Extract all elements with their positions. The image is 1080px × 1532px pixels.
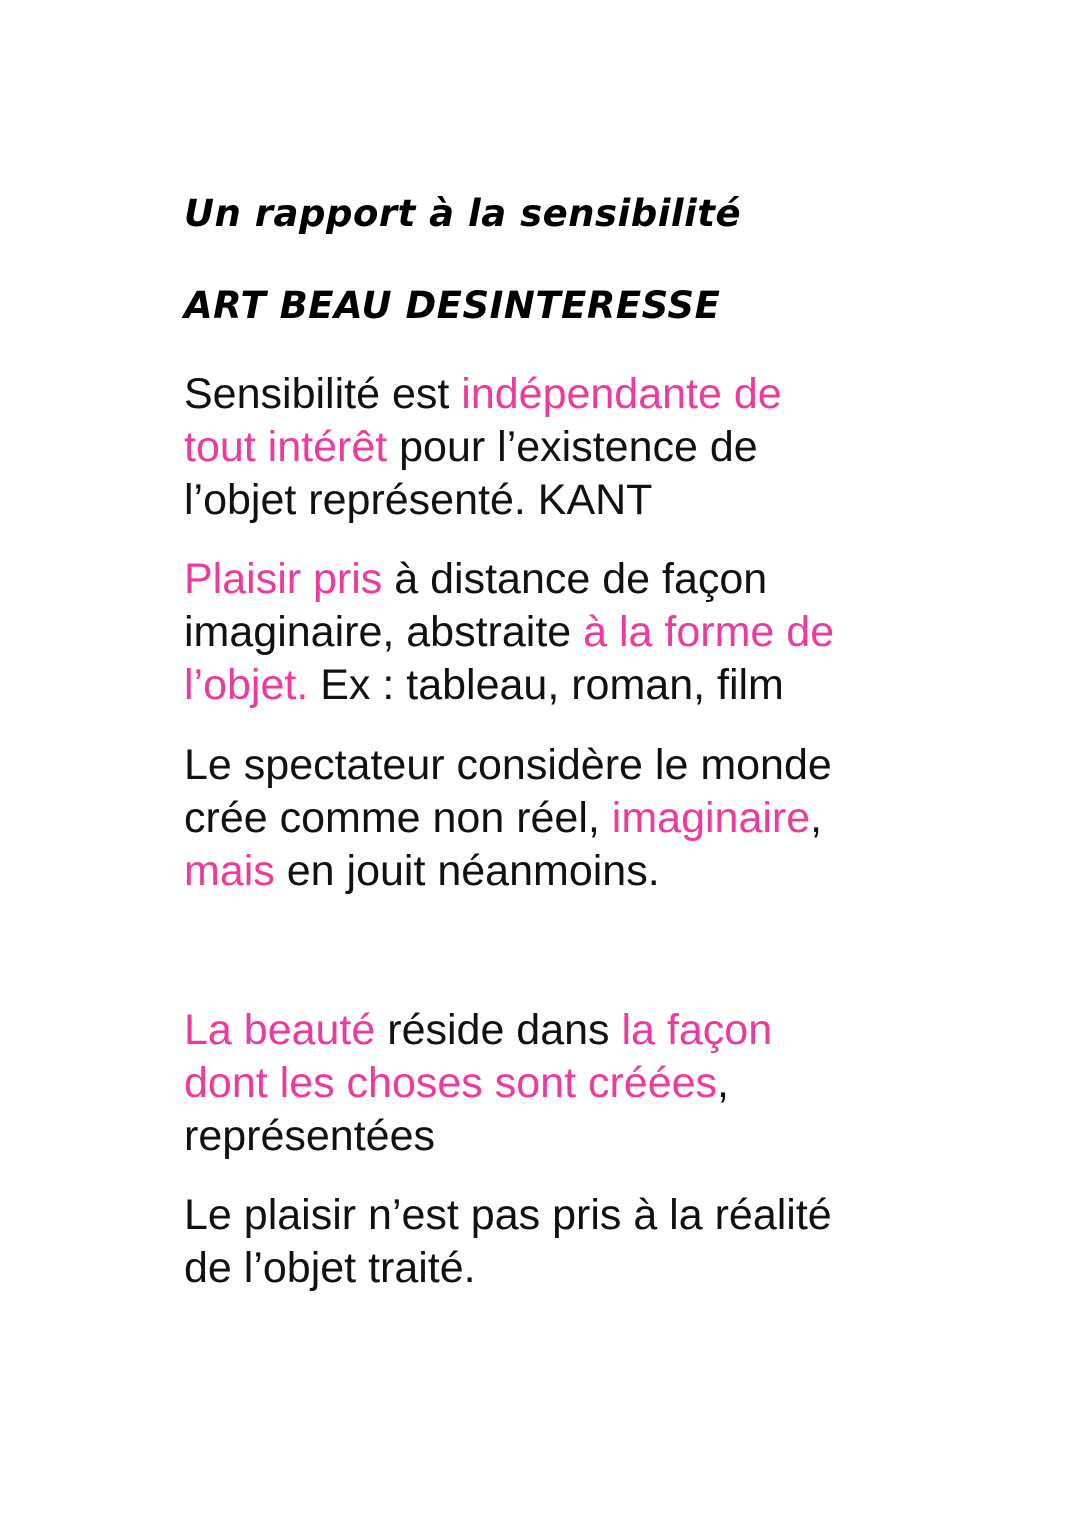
highlight-text: dont les choses sont créées <box>184 1059 718 1107</box>
highlight-text: La beauté <box>184 1006 376 1054</box>
paragraph-plaisir-distance <box>184 553 944 712</box>
text: de l’objet traité. <box>184 1244 476 1292</box>
text: crée comme non réel, <box>184 794 612 842</box>
text: , <box>717 1059 729 1107</box>
text: en jouit néanmoins. <box>274 847 660 895</box>
highlight-text: indépendante de <box>461 370 782 418</box>
paragraph-plaisir-realite <box>184 1189 944 1295</box>
highlight-text: mais <box>184 847 275 895</box>
text: réside dans <box>375 1006 622 1054</box>
text: Le plaisir n’est pas pris à la réalité <box>184 1191 832 1239</box>
paragraph-kant <box>184 368 944 527</box>
text: Le spectateur considère le monde <box>184 741 832 789</box>
text: Sensibilité est <box>184 370 462 418</box>
highlight-text: la façon <box>621 1006 773 1054</box>
text: représentées <box>184 1112 435 1160</box>
highlight-text: imaginaire <box>611 794 811 842</box>
highlight-text: tout intérêt <box>184 423 388 471</box>
highlight-text: à la forme de <box>583 608 835 656</box>
heading-art-beau: ART BEAU DESINTERESSE <box>184 284 721 327</box>
text: Ex : tableau, roman, film <box>308 661 784 709</box>
highlight-text: Plaisir pris <box>184 555 383 603</box>
text: pour l’existence de <box>387 423 758 471</box>
paragraph-spectateur <box>184 739 944 898</box>
text: à distance de façon <box>382 555 768 603</box>
text: l’objet représenté. KANT <box>184 476 653 524</box>
text: imaginaire, abstraite <box>184 608 584 656</box>
highlight-text: l’objet. <box>184 661 309 709</box>
paragraph-beaute <box>184 1004 944 1163</box>
heading-sensibilite: Un rapport à la sensibilité <box>184 192 742 235</box>
text: , <box>810 794 823 842</box>
